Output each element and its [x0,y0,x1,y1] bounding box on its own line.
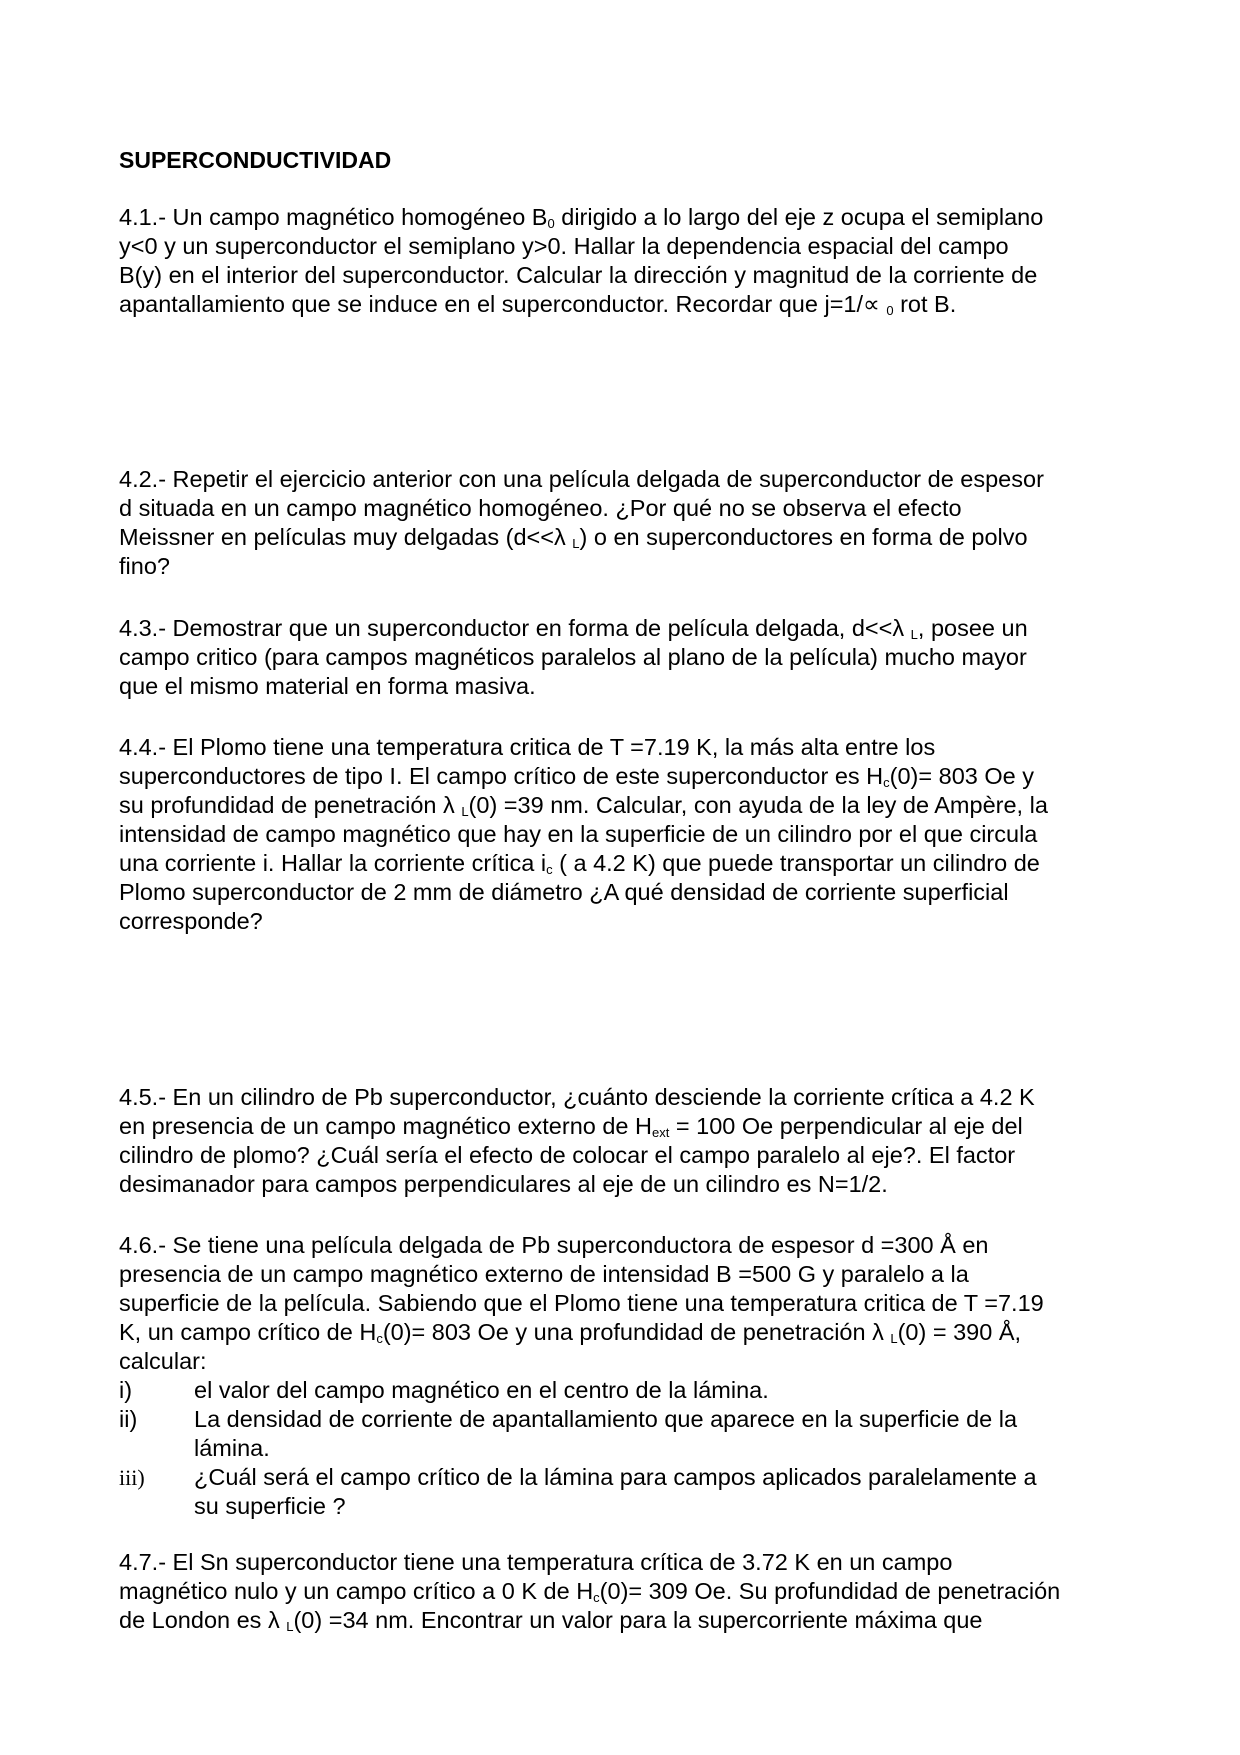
list-item-text: ¿Cuál será el campo crítico de la lámina para campos aplicados paralelamente a [194,1464,1037,1490]
document-title: SUPERCONDUCTIVIDAD [119,147,392,173]
line: presencia de un campo magnético externo de intensidad B =500 G y paralelo a la [119,1261,969,1287]
list-marker: i) [119,1377,133,1403]
problem-4-3 [119,614,1129,701]
problem-4-5 [119,1083,1129,1199]
list-item-text: La densidad de corriente de apantallamiento que aparece en la superficie de la [194,1406,1018,1432]
list-item [119,1376,1129,1405]
line: 4.3.- Demostrar que un superconductor en forma de película delgada, d<<λ $_L$, posee un [119,615,1028,642]
problem-4-6 [119,1231,1129,1376]
line: B(y) en el interior del superconductor. Calcular la dirección y magnitud de la corriente de [119,262,1038,288]
problem-4-1 [119,203,1129,319]
line: cilindro de plomo? ¿Cuál sería el efecto de colocar el campo paralelo al eje?. El factor [119,1142,1016,1168]
line: de London es λ $_L$(0) =34 nm. Encontrar un valor para la supercorriente máxima que [119,1607,983,1634]
list-item [119,1405,1129,1463]
line: desimanador para campos perpendiculares al eje de un cilindro es N=1/2. [119,1171,888,1197]
line: una corriente i. Hallar la corriente crítica $i_c$ ( a 4.2 K) que puede transportar un cilindro de [119,850,1040,877]
list-marker: ii) [119,1406,138,1432]
list-item-text: su superficie ? [194,1493,346,1519]
list-marker: iii) [119,1465,145,1490]
line: K, un campo crítico de $H_c(0)= 803$ Oe y una profundidad de penetración λ $_L$(0) = 390 Å, [119,1319,1022,1346]
line: calcular: [119,1348,207,1374]
line: su profundidad de penetración λ $_L$(0) =39 nm. Calcular, con ayuda de la ley de Ampère, la [119,792,1048,819]
line: Meissner en películas muy delgadas (d<<λ $_L$) o en superconductores en forma de polvo [119,524,1028,551]
line: 4.6.- Se tiene una película delgada de Pb superconductora de espesor d =300 Å en [119,1232,989,1258]
line: d situada en un campo magnético homogéneo. ¿Por qué no se observa el efecto [119,495,962,521]
line: 4.4.- El Plomo tiene una temperatura critica de T =7.19 K, la más alta entre los [119,734,936,760]
line: Plomo superconductor de 2 mm de diámetro ¿A qué densidad de corriente superficial [119,879,1009,905]
line: superficie de la película. Sabiendo que el Plomo tiene una temperatura critica de T =7.19 [119,1290,1044,1316]
line: y<0 y un superconductor el semiplano y>0. Hallar la dependencia espacial del campo [119,233,1009,259]
line: fino? [119,553,170,579]
line: 4.7.- El Sn superconductor tiene una temperatura crítica de 3.72 K en un campo [119,1549,953,1575]
list-item [119,1463,1129,1521]
line: 4.5.- En un cilindro de Pb superconductor, ¿cuánto desciende la corriente crítica a 4.2 K [119,1084,1035,1110]
line: en presencia de un campo magnético externo de $H_{ext} = 100$ Oe perpendicular al eje del [119,1113,1023,1140]
line: intensidad de campo magnético que hay en la superficie de un cilindro por el que circula [119,821,1038,847]
line: superconductores de tipo I. El campo crítico de este superconductor es $H_c(0)= 803$ Oe y [119,763,1034,790]
problem-4-6-list [119,1376,1129,1521]
list-item-text: lámina. [194,1435,270,1461]
line: que el mismo material en forma masiva. [119,673,536,699]
list-item-text: el valor del campo magnético en el centro de la lámina. [194,1377,769,1403]
line: 4.1.- Un campo magnético homogéneo $B_0$ dirigido a lo largo del eje z ocupa el semiplano [119,204,1044,231]
line: corresponde? [119,908,263,934]
problem-4-7 [119,1548,1129,1635]
line: 4.2.- Repetir el ejercicio anterior con una película delgada de superconductor de espesor [119,466,1044,492]
problem-4-2 [119,465,1129,581]
line: apantallamiento que se induce en el superconductor. Recordar que j=1/∝ $_0$ rot B. [119,291,957,318]
problem-4-4 [119,733,1129,936]
line: magnético nulo y un campo crítico a 0 K de $H_c(0)= 309$ Oe. Su profundidad de penetración [119,1578,1061,1605]
line: campo critico (para campos magnéticos paralelos al plano de la película) mucho mayor [119,644,1027,670]
